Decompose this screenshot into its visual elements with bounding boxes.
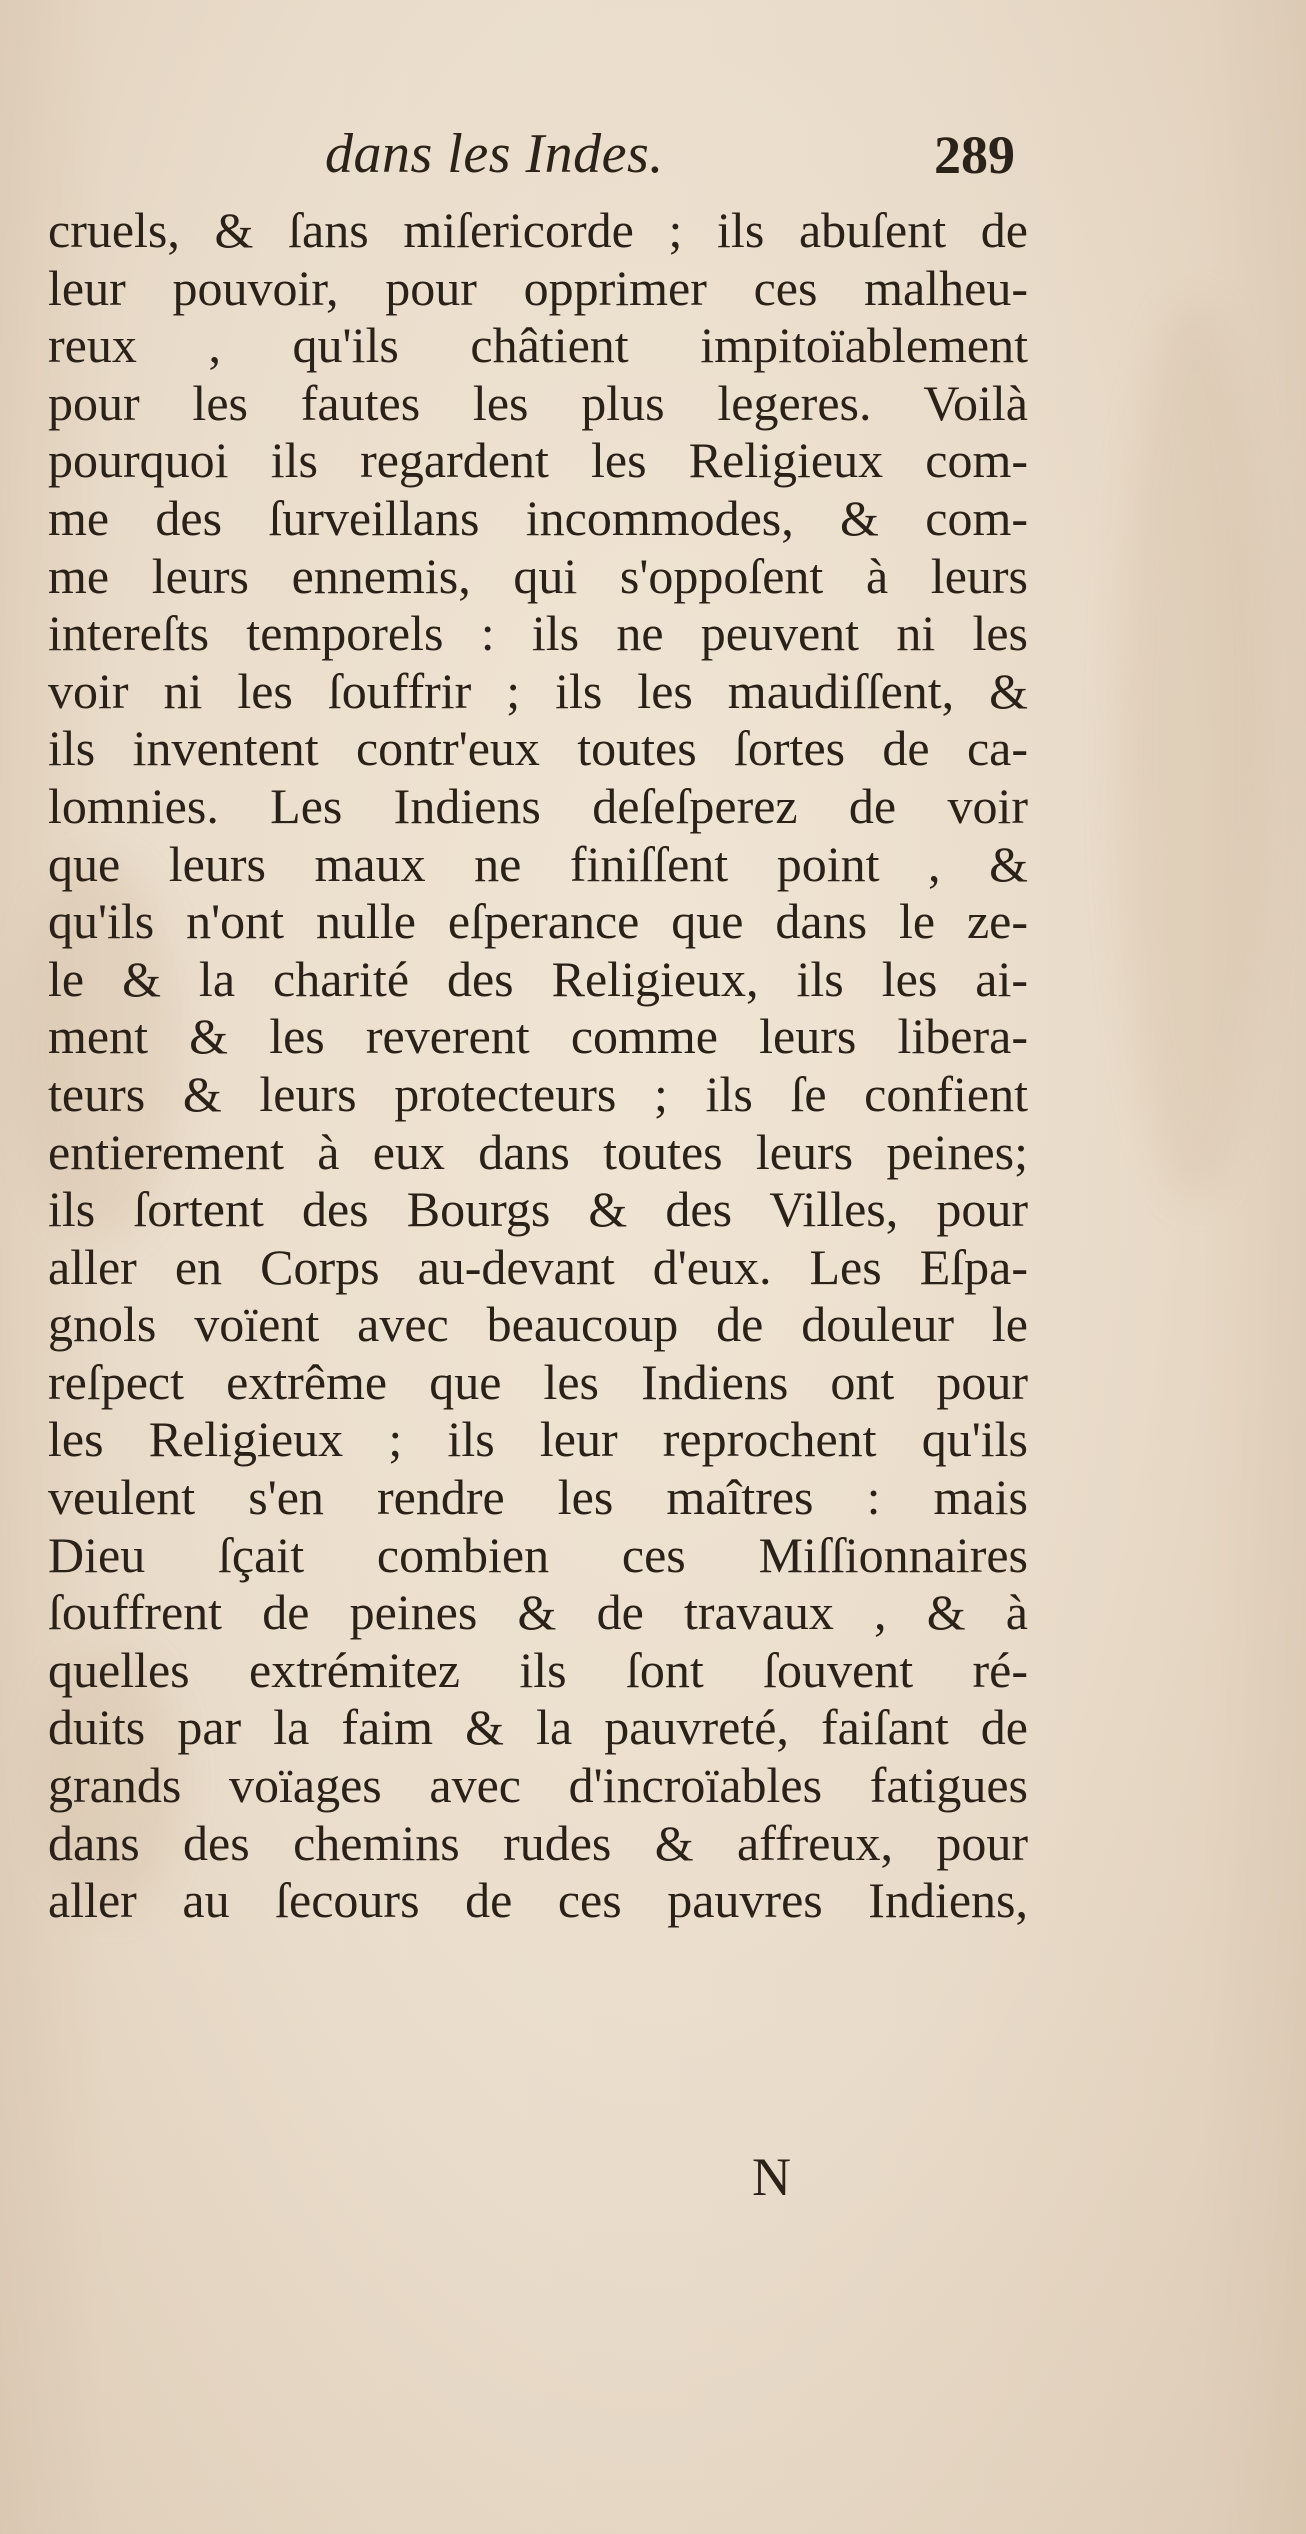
text-line: cruels, & ſans miſericorde ; ils abuſent de <box>48 202 1028 258</box>
running-head: dans les Indes. <box>325 123 664 185</box>
text-line: pour les fautes les plus legeres. Voilà <box>48 374 1028 431</box>
text-line: reux , qu'ils châtient impitoïablement <box>48 317 1028 374</box>
text-line: les Religieux ; ils leur reprochent qu'ils <box>48 1411 1028 1468</box>
text-line: veulent s'en rendre les maîtres : mais <box>48 1469 1028 1526</box>
text-line: duits par la faim & la pauvreté, faiſant de <box>48 1699 1028 1756</box>
page-number: 289 <box>934 125 1015 185</box>
text-line: pourquoi ils regardent les Religieux com- <box>48 432 1028 489</box>
text-line: ſouffrent de peines & de travaux , & à <box>48 1584 1028 1641</box>
text-line: grands voïages avec d'incroïables fatigues <box>48 1757 1028 1814</box>
text-line: ment & les reverent comme leurs libera- <box>48 1008 1028 1065</box>
text-line: quelles extrémitez ils ſont ſouvent ré- <box>48 1641 1028 1698</box>
text-line: que leurs maux ne finiſſent point , & <box>48 835 1028 892</box>
text-line: ils ſortent des Bourgs & des Villes, pour <box>48 1181 1028 1238</box>
catchword: N <box>752 2147 791 2207</box>
text-line: ils inventent contr'eux toutes ſortes de ca- <box>48 720 1028 777</box>
body-text <box>48 202 1028 1930</box>
text-line: teurs & leurs protecteurs ; ils ſe confient <box>48 1065 1028 1122</box>
text-line: aller en Corps au-devant d'eux. Les Eſpa- <box>48 1238 1028 1295</box>
text-line: intereſts temporels : ils ne peuvent ni les <box>48 605 1028 662</box>
text-line: aller au ſecours de ces pauvres Indiens, <box>48 1872 1028 1929</box>
text-line: voir ni les ſouffrir ; ils les maudiſſent, & <box>48 662 1028 719</box>
text-line: reſpect extrême que les Indiens ont pour <box>48 1353 1028 1410</box>
paper-stain <box>1120 300 1270 1200</box>
text-line: me leurs ennemis, qui s'oppoſent à leurs <box>48 547 1028 604</box>
text-line: dans des chemins rudes & affreux, pour <box>48 1814 1028 1871</box>
text-line: lomnies. Les Indiens deſeſperez de voir <box>48 777 1028 834</box>
text-line: Dieu ſçait combien ces Miſſionnaires <box>48 1526 1028 1583</box>
text-line: leur pouvoir, pour opprimer ces malheu- <box>48 259 1028 316</box>
text-line: qu'ils n'ont nulle eſperance que dans le ze- <box>48 893 1028 950</box>
text-line: le & la charité des Religieux, ils les ai- <box>48 950 1028 1007</box>
text-line: gnols voïent avec beaucoup de douleur le <box>48 1296 1028 1353</box>
text-line: me des ſurveillans incommodes, & com- <box>48 489 1028 546</box>
page-header <box>325 118 1015 198</box>
text-line: entierement à eux dans toutes leurs peines; <box>48 1123 1028 1180</box>
